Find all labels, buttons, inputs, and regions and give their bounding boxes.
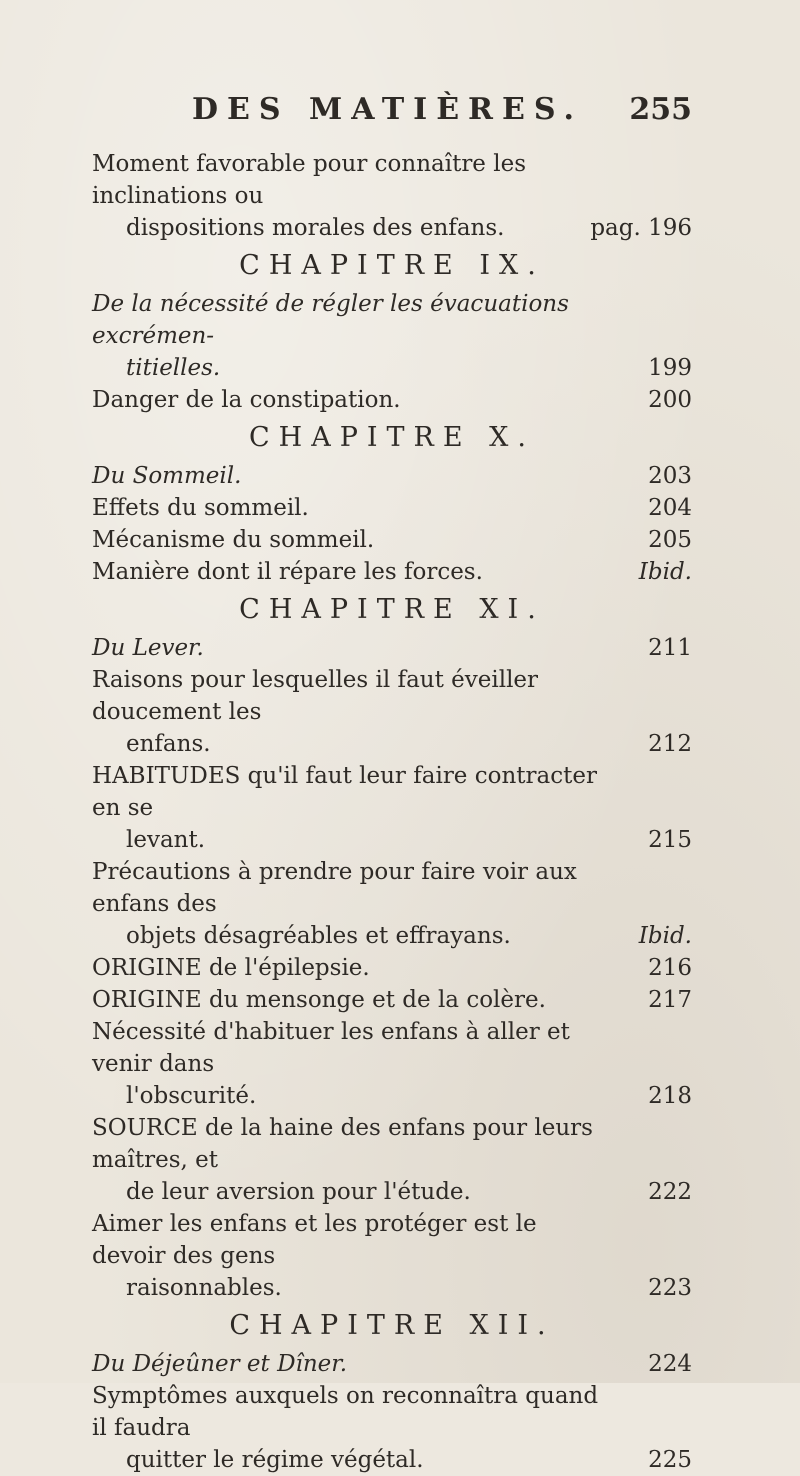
entry-text: titielles. (126, 355, 221, 381)
entry-text: Mécanisme du sommeil. (92, 527, 375, 553)
entry-text: Aimer les enfans et les protéger est le devoir des gens (92, 1211, 537, 1269)
chapter-heading: CHAPITRE X. (249, 422, 535, 453)
entry-text: de leur aversion pour l'étude. (126, 1179, 471, 1205)
entry-page-ref: 199 (648, 355, 692, 381)
running-head-title: DES MATIÈRES. (192, 92, 583, 127)
index-entries (92, 148, 692, 1476)
index-entry (92, 1380, 692, 1476)
entry-page-ref: 224 (648, 1351, 692, 1377)
entry-text: Symptômes auxquels on reconnaîtra quand il faudra (92, 1383, 599, 1441)
running-head (92, 92, 692, 142)
entry-text: Manière dont il répare les forces. (92, 559, 483, 585)
page-number: 255 (629, 92, 692, 127)
index-entry (92, 760, 692, 856)
entry-page-ref: 223 (648, 1275, 692, 1301)
entry-text: objets désagréables et effrayans. (126, 923, 511, 949)
entry-text: Moment favorable pour connaître les inclinations ou (92, 151, 527, 209)
index-entry (92, 288, 692, 384)
entry-text: quitter le régime végétal. (126, 1447, 424, 1473)
entry-page-ref: 218 (648, 1083, 692, 1109)
entry-page-ref: 217 (648, 987, 692, 1013)
entry-text: ORIGINE de l'épilepsie. (92, 955, 370, 981)
entry-page-ref: 200 (648, 387, 692, 413)
entry-text: Danger de la constipation. (92, 387, 401, 413)
index-entry (92, 384, 692, 416)
entry-text: Du Lever. (92, 635, 204, 661)
entry-page-ref: 215 (648, 827, 692, 853)
entry-page-ref: 212 (648, 731, 692, 757)
entry-page-ref: 211 (648, 635, 692, 661)
entry-text: Nécessité d'habituer les enfans à aller et venir dans (92, 1019, 570, 1077)
entry-text: Du Sommeil. (92, 463, 242, 489)
entry-page-ref: 203 (648, 463, 692, 489)
entry-text: SOURCE de la haine des enfans pour leurs maîtres, et (92, 1115, 593, 1173)
entry-text: De la nécessité de régler les évacuations excrémen- (92, 291, 569, 349)
index-entry (92, 1112, 692, 1208)
entry-text: Précautions à prendre pour faire voir aux enfans des (92, 859, 577, 917)
index-entry (92, 460, 692, 492)
chapter-heading: CHAPITRE XI. (239, 594, 545, 625)
chapter-heading: CHAPITRE IX. (239, 250, 545, 281)
entry-text: enfans. (126, 731, 211, 757)
index-content (92, 92, 692, 1476)
entry-text: ORIGINE du mensonge et de la colère. (92, 987, 546, 1013)
index-entry (92, 856, 692, 952)
entry-page-ref: 216 (648, 955, 692, 981)
entry-page-ref: 204 (648, 495, 692, 521)
index-entry (92, 984, 692, 1016)
index-entry (92, 492, 692, 524)
entry-text: Effets du sommeil. (92, 495, 309, 521)
index-entry (92, 952, 692, 984)
entry-page-ref: 222 (648, 1179, 692, 1205)
entry-text: dispositions morales des enfans. (126, 215, 505, 241)
index-entry (92, 1208, 692, 1304)
entry-text: l'obscurité. (126, 1083, 257, 1109)
index-entry (92, 664, 692, 760)
entry-text: HABITUDES qu'il faut leur faire contracter en se (92, 763, 597, 821)
entry-page-ref: Ibid. (638, 923, 692, 949)
index-entry (92, 1016, 692, 1112)
entry-text: Du Déjeûner et Dîner. (92, 1351, 348, 1377)
index-entry (92, 556, 692, 588)
entry-text: raisonnables. (126, 1275, 282, 1301)
entry-page-ref: pag. 196 (590, 215, 692, 241)
entry-page-ref: Ibid. (638, 559, 692, 585)
entry-text: Raisons pour lesquelles il faut éveiller doucement les (92, 667, 539, 725)
entry-page-ref: 205 (648, 527, 692, 553)
chapter-heading: CHAPITRE XII. (229, 1310, 555, 1341)
index-entry (92, 524, 692, 556)
index-entry (92, 632, 692, 664)
index-entry (92, 148, 692, 244)
entry-text: levant. (126, 827, 206, 853)
entry-page-ref: 225 (648, 1447, 692, 1473)
index-entry (92, 1348, 692, 1380)
